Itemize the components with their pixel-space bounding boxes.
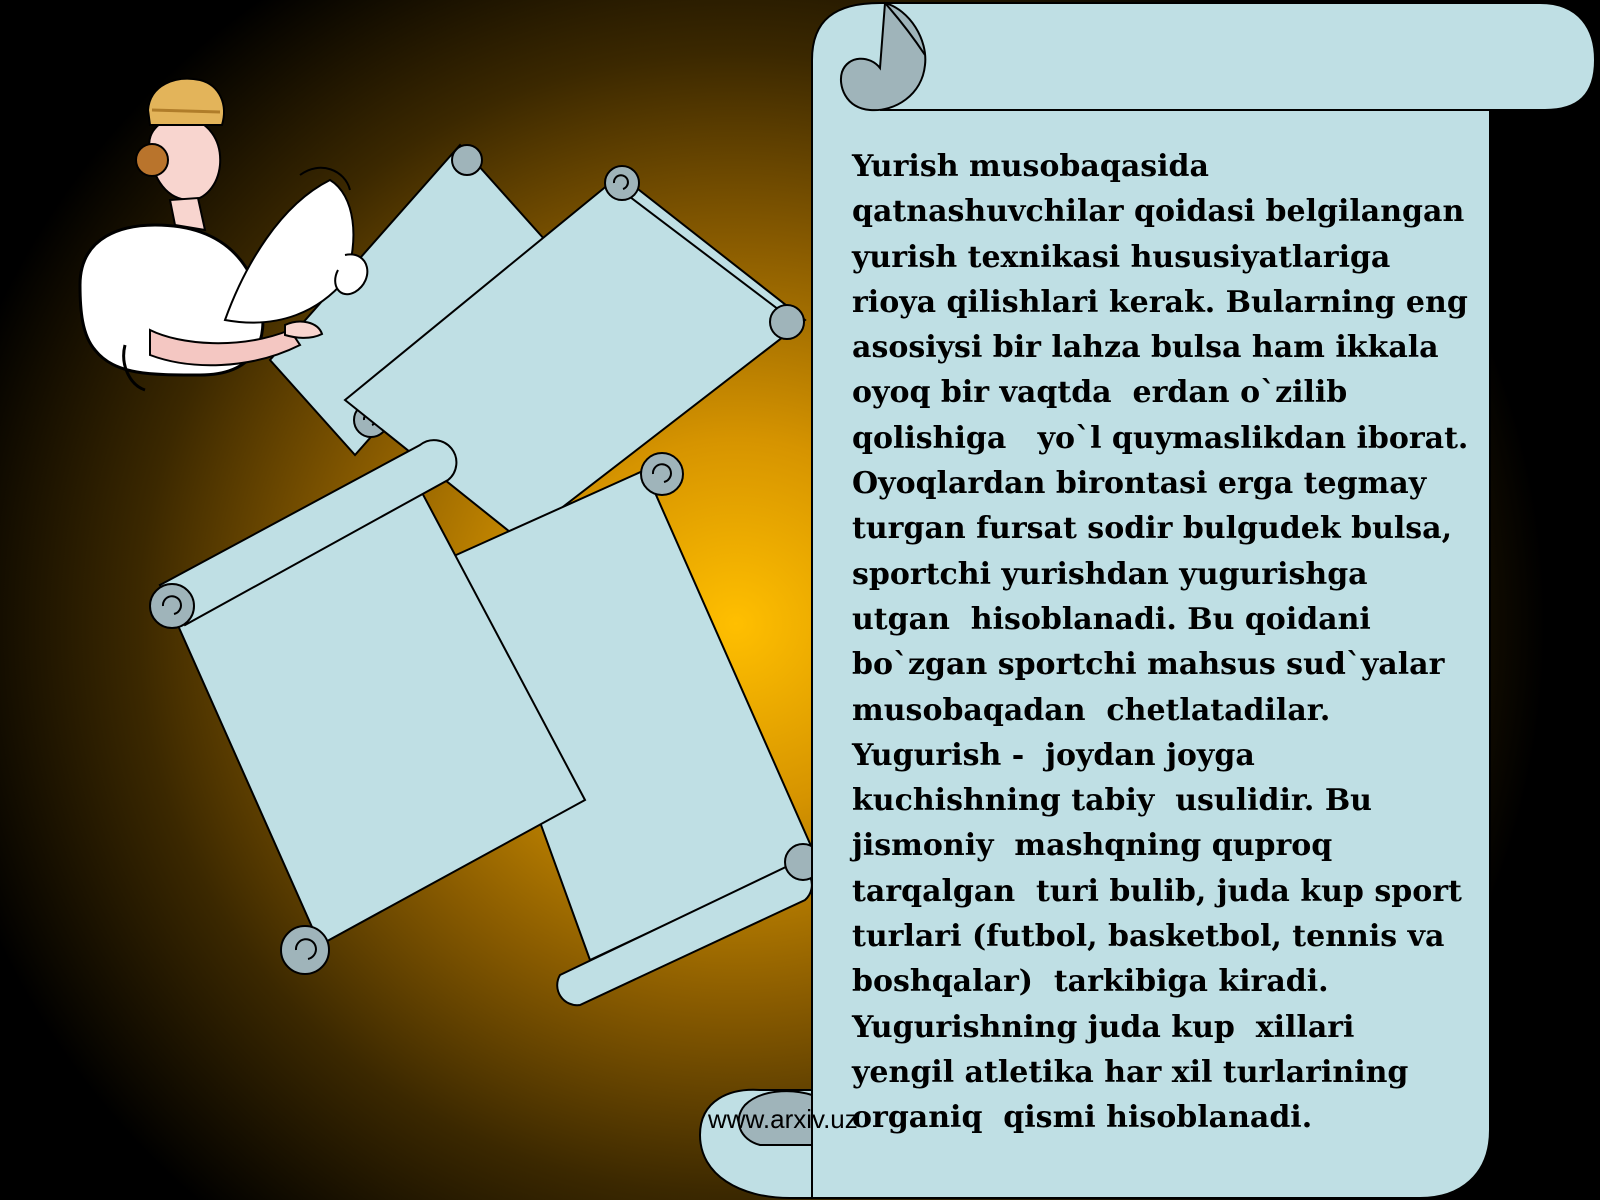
footer-url: www.arxiv.uz	[708, 1104, 858, 1134]
body-text: Yurish musobaqasida qatnashuvchilar qoidasi belgilangan yurish texnikasi hususiyatlariga rioya qilishlari kerak. Bularning eng asosiysi bir lahza bulsa ham ikkala oyoq bir vaqtda erdan o`zilib qolishiga yo`l quymaslikdan iborat. Oyoqlardan birontasi erga tegmay turgan fursat sodir bulgudek bulsa, sportchi yurishdan yugurishga utgan hisoblanadi. Bu qoidani bo`zgan sportchi mahsus sud`yalar musobaqadan chetlatadilar. Yugurish - joydan joyga kuchishning tabiy usulidir. Bu jismoniy mashqning quproq tarqalgan turi bulib, juda kup sport turlari (futbol, basketbol, tennis va boshqalar) tarkibiga kiradi. Yugurishning juda kup xillari yengil atletika har xil turlarining organiq qismi hisoblanadi.	[852, 149, 1469, 1136]
